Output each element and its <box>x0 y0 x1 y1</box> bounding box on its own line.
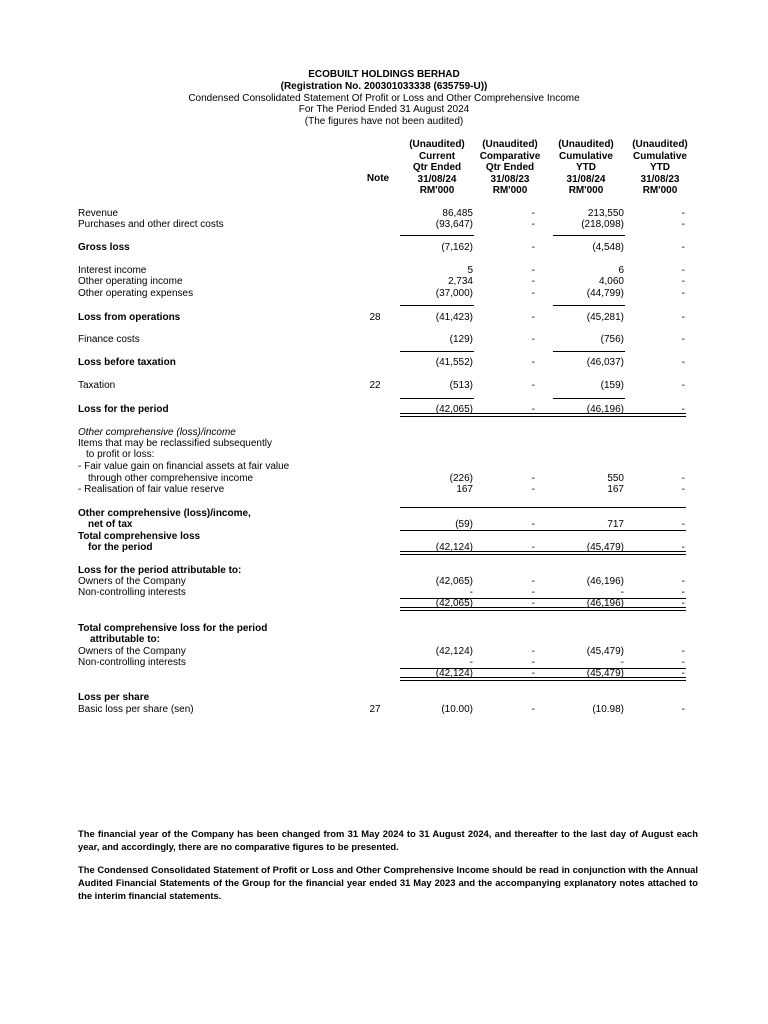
cell-ytd-23: - <box>681 265 685 276</box>
cell-comparative-qtr: - <box>531 646 535 657</box>
cell-comparative-qtr: - <box>531 276 535 287</box>
cell-ytd-23: - <box>681 276 685 287</box>
row-label: Other operating expenses <box>78 288 194 299</box>
row-label: Interest income <box>78 265 147 276</box>
note-ref: 27 <box>369 704 381 715</box>
cell-ytd-24: (218,098) <box>581 219 624 230</box>
subtotal-rule <box>400 398 474 399</box>
cell-current-qtr: 167 <box>456 484 473 495</box>
row-label: Non-controlling interests <box>78 587 186 598</box>
cell-ytd-23: - <box>681 704 685 715</box>
note-ref: 22 <box>369 380 381 391</box>
cell-ytd-24: (159) <box>600 380 624 391</box>
row-tcl-attr-heading-cont <box>0 634 768 646</box>
cell-ytd-24: (4,548) <box>592 242 624 253</box>
cell-current-qtr: (59) <box>455 519 473 530</box>
row-label: Total comprehensive loss for the period <box>78 623 268 634</box>
cell-ytd-23: - <box>681 219 685 230</box>
cell-ytd-23: - <box>681 484 685 495</box>
cell-current-qtr: (226) <box>449 473 473 484</box>
row-attr-total <box>0 598 768 610</box>
subtotal-rule <box>553 305 625 306</box>
cell-current-qtr: (42,065) <box>435 598 473 609</box>
total-rule <box>400 554 686 555</box>
cell-ytd-23: - <box>681 242 685 253</box>
cell-ytd-24: (45,479) <box>586 646 624 657</box>
row-loss-before-tax <box>0 357 768 369</box>
row-label: Loss for the period attributable to: <box>78 565 242 576</box>
row-purchases <box>0 219 768 231</box>
row-label: Items that may be reclassified subsequently <box>78 438 272 449</box>
row-other-expenses <box>0 288 768 300</box>
cell-current-qtr: - <box>469 587 473 598</box>
cell-ytd-24: (45,479) <box>586 542 624 553</box>
row-label: Owners of the Company <box>78 576 186 587</box>
row-label: Finance costs <box>78 334 140 345</box>
cell-ytd-23: - <box>681 334 685 345</box>
statement-period: For The Period Ended 31 August 2024 <box>298 104 470 115</box>
cell-ytd-23: - <box>681 404 685 415</box>
row-label: net of tax <box>88 519 133 530</box>
cell-comparative-qtr: - <box>531 404 535 415</box>
cell-current-qtr: (41,423) <box>435 312 473 323</box>
row-gross-loss <box>0 242 768 254</box>
cell-comparative-qtr: - <box>531 484 535 495</box>
row-label: Other operating income <box>78 276 183 287</box>
cell-current-qtr: (42,124) <box>435 542 473 553</box>
cell-comparative-qtr: - <box>531 657 535 668</box>
total-rule <box>400 416 686 417</box>
row-fv-gain <box>0 461 768 473</box>
row-label: Purchases and other direct costs <box>78 219 224 230</box>
row-label: Gross loss <box>78 242 130 253</box>
total-rule <box>400 413 686 414</box>
cell-comparative-qtr: - <box>531 312 535 323</box>
cell-ytd-23: - <box>681 542 685 553</box>
cell-ytd-23: - <box>681 312 685 323</box>
cell-current-qtr: (513) <box>449 380 473 391</box>
cell-current-qtr: (42,124) <box>435 646 473 657</box>
cell-comparative-qtr: - <box>531 334 535 345</box>
total-rule <box>400 551 686 552</box>
subtotal-rule <box>553 235 625 236</box>
cell-ytd-23: - <box>681 598 685 609</box>
subtotal-rule <box>553 398 625 399</box>
cell-ytd-24: 717 <box>607 519 624 530</box>
row-realisation <box>0 484 768 496</box>
cell-current-qtr: - <box>469 657 473 668</box>
cell-current-qtr: (37,000) <box>435 288 473 299</box>
row-label: - Realisation of fair value reserve <box>78 484 225 495</box>
cell-comparative-qtr: - <box>531 598 535 609</box>
row-tcl-total <box>0 668 768 680</box>
cell-ytd-23: - <box>681 357 685 368</box>
row-label: for the period <box>88 542 153 553</box>
cell-ytd-24: (46,196) <box>586 598 624 609</box>
company-name: ECOBUILT HOLDINGS BERHAD <box>308 69 460 80</box>
cell-ytd-24: (45,281) <box>586 312 624 323</box>
row-label: Total comprehensive loss <box>78 531 201 542</box>
cell-ytd-24: 550 <box>607 473 624 484</box>
comparative-qtr-header: (Unaudited) Comparative Qtr Ended 31/08/23 RM'000 <box>479 139 541 196</box>
cell-comparative-qtr: - <box>531 265 535 276</box>
cell-ytd-23: - <box>681 668 685 679</box>
cell-ytd-23: - <box>681 576 685 587</box>
row-label: Revenue <box>78 208 119 219</box>
cell-comparative-qtr: - <box>531 473 535 484</box>
cell-comparative-qtr: - <box>531 380 535 391</box>
note-column-header: Note <box>366 173 390 184</box>
cell-comparative-qtr: - <box>531 357 535 368</box>
cell-current-qtr: 5 <box>467 265 473 276</box>
cell-ytd-24: (46,037) <box>586 357 624 368</box>
row-loss-period <box>0 404 768 416</box>
cell-current-qtr: (42,124) <box>435 668 473 679</box>
cell-comparative-qtr: - <box>531 288 535 299</box>
row-label: Loss from operations <box>78 312 181 323</box>
row-lps-heading <box>0 692 768 704</box>
row-label: Non-controlling interests <box>78 657 186 668</box>
cell-ytd-23: - <box>681 208 685 219</box>
cumulative-ytd-23-header: (Unaudited) Cumulative YTD 31/08/23 RM'000 <box>632 139 688 196</box>
cell-comparative-qtr: - <box>531 576 535 587</box>
cell-ytd-23: - <box>681 646 685 657</box>
total-rule <box>400 677 686 678</box>
row-label: Owners of the Company <box>78 646 186 657</box>
cell-comparative-qtr: - <box>531 208 535 219</box>
row-label: Loss for the period <box>78 404 169 415</box>
row-label: - Fair value gain on financial assets at fair value <box>78 461 290 472</box>
cell-comparative-qtr: - <box>531 704 535 715</box>
cell-current-qtr: (93,647) <box>435 219 473 230</box>
row-finance-costs <box>0 334 768 346</box>
registration-number: (Registration No. 200301033338 (635759-U)) <box>280 81 488 92</box>
cell-current-qtr: 86,485 <box>442 208 473 219</box>
footnote-read-with: The Condensed Consolidated Statement of Profit or Loss and Other Comprehensive Income should be read in conjunction with the Annual Audited Financial Statements of the Group for the financial year ended 31 May 2023 and the accompanying explanatory notes attached to the interim financial statements. <box>78 864 698 901</box>
cell-ytd-24: 4,060 <box>598 276 624 287</box>
row-label: Loss before taxation <box>78 357 176 368</box>
cell-ytd-24: 213,550 <box>587 208 624 219</box>
cell-current-qtr: (42,065) <box>435 404 473 415</box>
cell-comparative-qtr: - <box>531 242 535 253</box>
cell-ytd-23: - <box>681 657 685 668</box>
cell-current-qtr: (129) <box>449 334 473 345</box>
audit-note: (The figures have not been audited) <box>304 116 464 127</box>
cell-ytd-24: 6 <box>618 265 624 276</box>
cell-ytd-24: (45,479) <box>586 668 624 679</box>
cell-ytd-24: - <box>620 657 624 668</box>
cell-ytd-24: (44,799) <box>586 288 624 299</box>
row-label: through other comprehensive income <box>88 473 254 484</box>
row-label: Basic loss per share (sen) <box>78 704 194 715</box>
cell-ytd-24: 167 <box>607 484 624 495</box>
cell-ytd-23: - <box>681 587 685 598</box>
row-other-income <box>0 276 768 288</box>
cell-current-qtr: (42,065) <box>435 576 473 587</box>
total-rule <box>400 680 686 681</box>
row-label: attributable to: <box>90 634 160 645</box>
cell-comparative-qtr: - <box>531 587 535 598</box>
note-ref: 28 <box>369 312 381 323</box>
cell-ytd-23: - <box>681 380 685 391</box>
cell-ytd-24: (46,196) <box>586 576 624 587</box>
cell-comparative-qtr: - <box>531 219 535 230</box>
cell-ytd-24: (756) <box>600 334 624 345</box>
row-label: to profit or loss: <box>86 449 155 460</box>
row-oci-items-cont <box>0 449 768 461</box>
cell-current-qtr: (41,552) <box>435 357 473 368</box>
statement-title: Condensed Consolidated Statement Of Profit or Loss and Other Comprehensive Income <box>188 93 580 104</box>
cumulative-ytd-24-header: (Unaudited) Cumulative YTD 31/08/24 RM'000 <box>558 139 614 196</box>
total-rule <box>400 607 686 608</box>
footnote-fy-change: The financial year of the Company has been changed from 31 May 2024 to 31 August 2024, and thereafter to the last day of August each year, and accordingly, there are no comparative figures to be presented. <box>78 828 698 852</box>
cell-ytd-23: - <box>681 288 685 299</box>
subtotal-rule <box>400 305 474 306</box>
cell-comparative-qtr: - <box>531 542 535 553</box>
cell-ytd-23: - <box>681 519 685 530</box>
cell-current-qtr: 2,734 <box>447 276 473 287</box>
row-taxation <box>0 380 768 392</box>
cell-ytd-24: (10.98) <box>592 704 624 715</box>
row-label: Other comprehensive (loss)/income <box>78 427 236 438</box>
total-rule <box>400 610 686 611</box>
cell-comparative-qtr: - <box>531 668 535 679</box>
subtotal-rule <box>400 351 474 352</box>
row-label: Other comprehensive (loss)/income, <box>78 508 251 519</box>
current-qtr-header: (Unaudited) Current Qtr Ended 31/08/24 RM'000 <box>409 139 465 196</box>
row-label: Taxation <box>78 380 116 391</box>
cell-ytd-24: (46,196) <box>586 404 624 415</box>
cell-current-qtr: (7,162) <box>441 242 473 253</box>
subtotal-rule <box>400 235 474 236</box>
row-tcl-cont <box>0 542 768 554</box>
cell-ytd-24: - <box>620 587 624 598</box>
cell-current-qtr: (10.00) <box>441 704 473 715</box>
subtotal-rule <box>553 351 625 352</box>
cell-comparative-qtr: - <box>531 519 535 530</box>
row-loss-operations <box>0 312 768 324</box>
row-lps-basic <box>0 704 768 716</box>
cell-ytd-23: - <box>681 473 685 484</box>
row-label: Loss per share <box>78 692 150 703</box>
